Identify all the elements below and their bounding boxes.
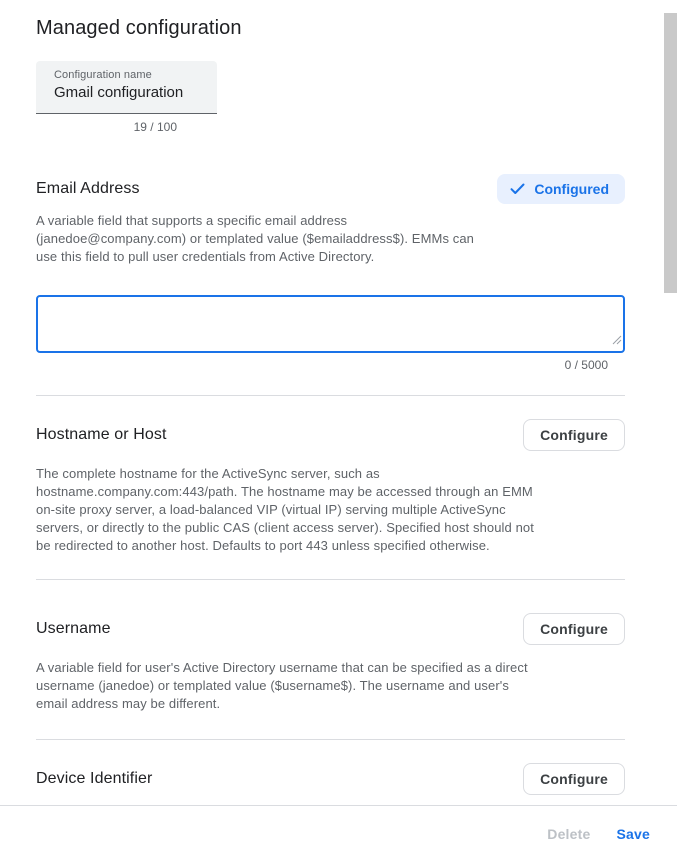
- section-username: [36, 613, 625, 645]
- section-divider: [36, 395, 625, 396]
- section-title-username: Username: [36, 620, 111, 637]
- section-divider: [36, 579, 625, 580]
- email-address-counter: 0 / 5000: [564, 358, 608, 372]
- configure-hostname-button[interactable]: Configure: [523, 419, 625, 451]
- configuration-name-counter: 19 / 100: [133, 120, 177, 134]
- section-description-hostname: The complete hostname for the ActiveSync server, such as hostname.company.com:443/path. The hostname may be accessed through an EMM on-site proxy server, a load-balanced VIP (virtual IP) serving multiple ActiveSync servers, or directly to the public CAS (client access server). Specified host should not be redirected to another host. Defaults to port 443 unless specified otherwise.: [36, 466, 534, 553]
- configuration-name-input[interactable]: [54, 84, 205, 101]
- section-title-hostname: Hostname or Host: [36, 426, 167, 443]
- section-description-username: A variable field for user's Active Directory username that can be specified as a direct username (janedoe) or templated value ($username$). The username and user's email address may be different.: [36, 660, 528, 711]
- section-description-email-address: A variable field that supports a specific email address (janedoe@company.com) or templated value ($emailaddress$). EMMs can use this field to pull user credentials from Active Directory.: [36, 213, 475, 264]
- configure-device-identifier-button[interactable]: Configure: [523, 763, 625, 795]
- section-email-address: [36, 174, 625, 204]
- configuration-name-label: Configuration name: [54, 69, 152, 81]
- save-button[interactable]: Save: [609, 818, 659, 850]
- configure-username-button[interactable]: Configure: [523, 613, 625, 645]
- action-bar: [0, 805, 677, 861]
- configured-status-label: Configured: [534, 181, 609, 197]
- section-hostname: [36, 419, 625, 451]
- section-divider: [36, 739, 625, 740]
- section-device-identifier: [36, 763, 625, 795]
- configured-status-badge: [497, 174, 625, 204]
- configuration-name-field[interactable]: [36, 61, 217, 114]
- page-title: Managed configuration: [36, 17, 242, 39]
- section-title-device-identifier: Device Identifier: [36, 770, 153, 787]
- delete-button[interactable]: Delete: [539, 818, 598, 850]
- check-icon: [510, 183, 525, 195]
- email-address-textarea[interactable]: [36, 295, 625, 353]
- scrollbar[interactable]: [664, 13, 677, 293]
- section-title-email-address: Email Address: [36, 180, 140, 197]
